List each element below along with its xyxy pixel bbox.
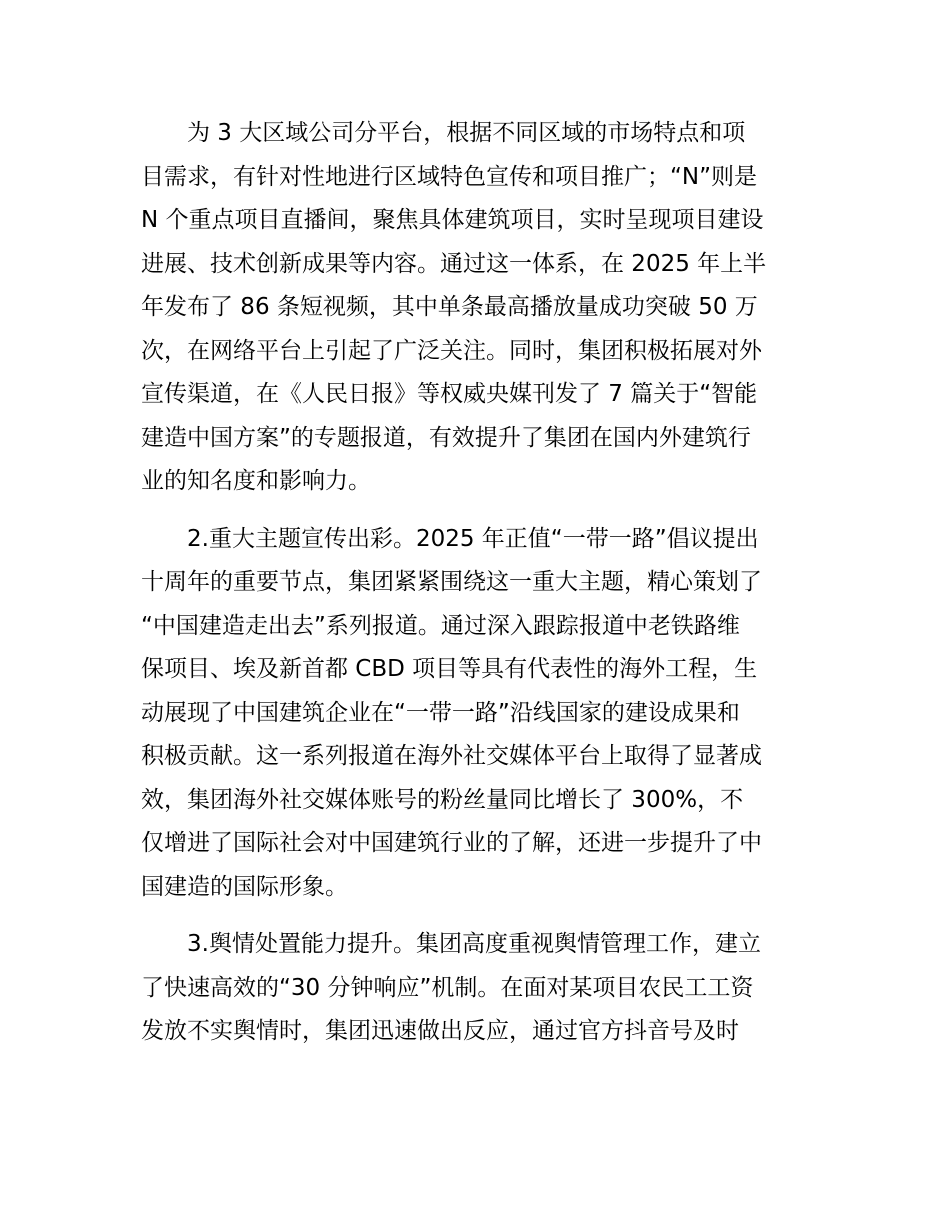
paragraph-line: 年发布了 86 条短视频，其中单条最高播放量成功突破 50 万 bbox=[141, 294, 758, 320]
paragraph-line: “中国建造走出去”系列报道。通过深入跟踪报道中老铁路维 bbox=[141, 612, 740, 639]
paragraph-3 bbox=[141, 923, 813, 1054]
paragraph-line: 发放不实舆情时，集团迅速做出反应，通过官方抖音号及时 bbox=[141, 1018, 739, 1044]
paragraph-line: 了快速高效的“30 分钟响应”机制。在面对某项目农民工工资 bbox=[141, 974, 754, 1001]
paragraph-line: 业的知名度和影响力。 bbox=[141, 468, 371, 494]
paragraph-line: 为 3 大区域公司分平台，根据不同区域的市场特点和项 bbox=[187, 120, 746, 146]
paragraph-line: 保项目、埃及新首都 CBD 项目等具有代表性的海外工程，生 bbox=[141, 656, 758, 682]
paragraph-line: 宣传渠道，在《人民日报》等权威央媒刊发了 7 篇关于“智能 bbox=[141, 381, 758, 407]
paragraph-line: 进展、技术创新成果等内容。通过这一体系，在 2025 年上半 bbox=[141, 250, 767, 277]
paragraph-line: 目需求，有针对性地进行区域特色宣传和项目推广；“N”则是 bbox=[141, 163, 758, 190]
paragraph-line: 仅增进了国际社会对中国建筑行业的了解，还进一步提升了中 bbox=[141, 830, 762, 856]
paragraph-line: 十周年的重要节点，集团紧紧围绕这一重大主题，精心策划了 bbox=[141, 569, 762, 595]
document-body bbox=[141, 112, 813, 1054]
paragraph-line: 积极贡献。这一系列报道在海外社交媒体平台上取得了显著成 bbox=[141, 743, 762, 769]
paragraph-1 bbox=[141, 112, 813, 504]
paragraph-line: 3.舆情处置能力提升。集团高度重视舆情管理工作，建立 bbox=[187, 931, 761, 957]
paragraph-2 bbox=[141, 518, 813, 910]
paragraph-line: N 个重点项目直播间，聚焦具体建筑项目，实时呈现项目建设 bbox=[141, 207, 764, 233]
paragraph-line: 2.重大主题宣传出彩。2025 年正值“一带一路”倡议提出 bbox=[187, 525, 759, 552]
paragraph-line: 效，集团海外社交媒体账号的粉丝量同比增长了 300%，不 bbox=[141, 786, 744, 813]
paragraph-line: 次，在网络平台上引起了广泛关注。同时，集团积极拓展对外 bbox=[141, 337, 762, 364]
paragraph-line: 国建造的国际形象。 bbox=[141, 873, 348, 900]
paragraph-line: 建造中国方案”的专题报道，有效提升了集团在国内外建筑行 bbox=[141, 424, 751, 451]
paragraph-line: 动展现了中国建筑企业在“一带一路”沿线国家的建设成果和 bbox=[141, 699, 740, 726]
